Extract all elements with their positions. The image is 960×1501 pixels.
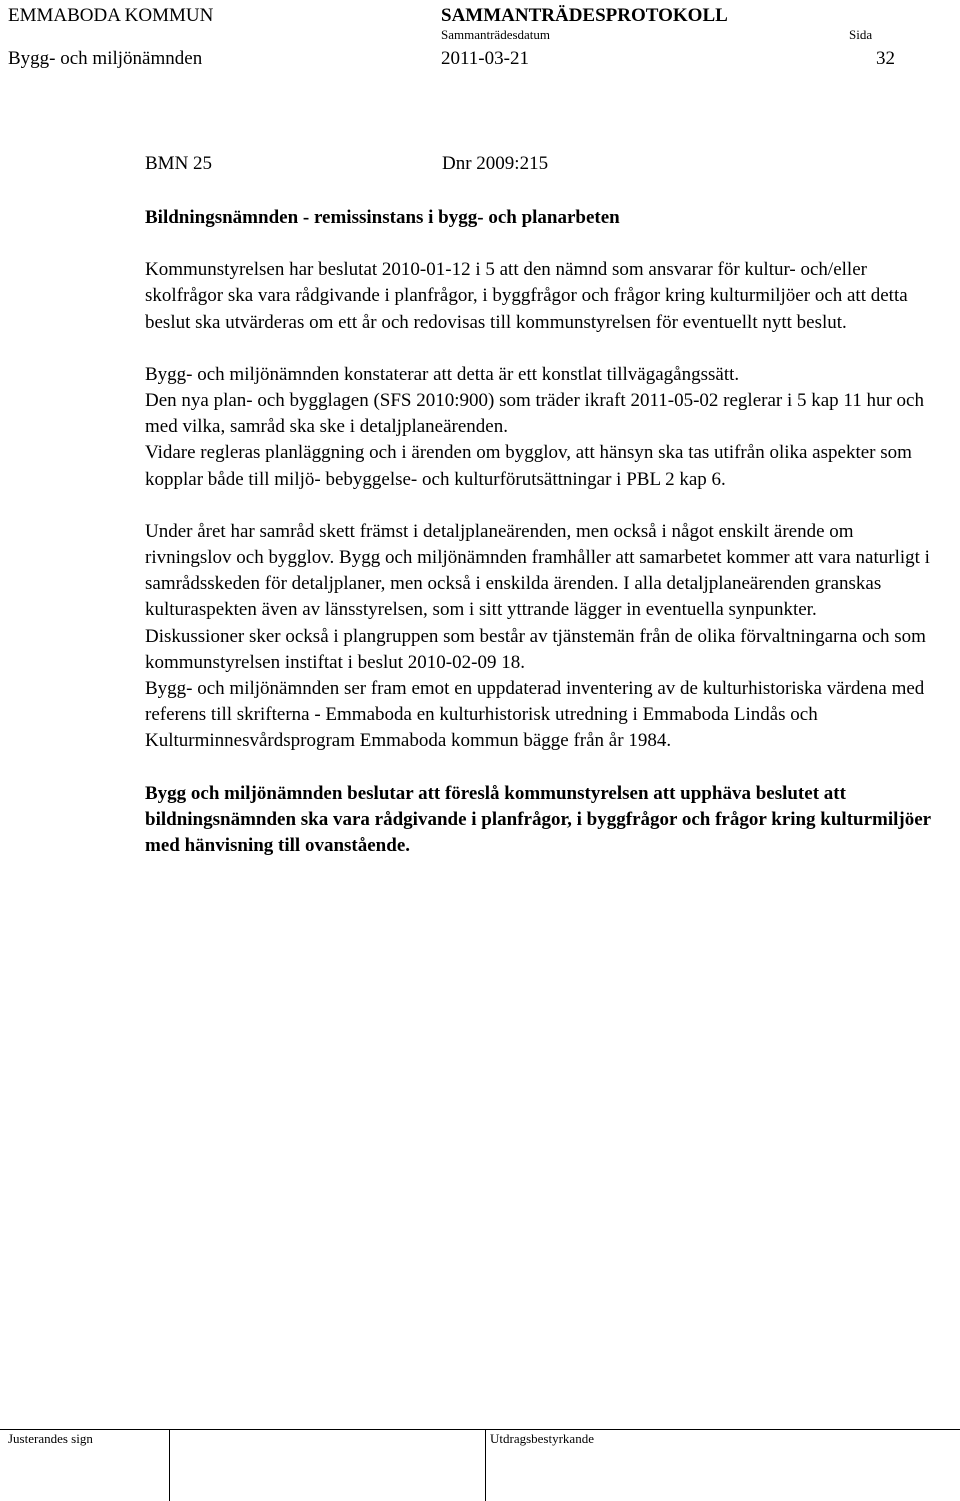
footer-divider bbox=[0, 1429, 960, 1430]
extract-certification-label: Utdragsbestyrkande bbox=[490, 1431, 594, 1446]
case-number: BMN 25 bbox=[145, 153, 213, 174]
footer-divider-vertical bbox=[169, 1429, 170, 1501]
decision-text: Bygg och miljönämnden beslutar att föreslå kommunstyrelsen att upphäva beslutet att bildningsnämnden ska vara rådgivande i planfrågor, i byggfrågor och frågor kring kulturmiljöer med hänvisning till ovanstående. bbox=[145, 782, 931, 857]
paragraph-planning-rules: Vidare regleras planläggning och i ärenden om bygglov, att hänsyn ska tas utifrån olika aspekter som kopplar både till miljö- bebyggelse- och kulturförutsättningar i PBL 2 kap 6. bbox=[145, 442, 912, 490]
paragraph-plan-group: Diskussioner sker också i plangruppen som består av tjänstemän från de olika förvaltningarna och som kommunstyrelsen instiftat i beslut 2010-02-09 18. bbox=[145, 625, 926, 673]
paragraph-statement: Bygg- och miljönämnden konstaterar att detta är ett konstlat tillvägagångssätt. bbox=[145, 363, 740, 385]
document-type: SAMMANTRÄDESPROTOKOLL bbox=[441, 5, 728, 26]
paragraph-background: Kommunstyrelsen har beslutat 2010-01-12 i 5 att den nämnd som ansvarar för kultur- och/eller skolfrågor ska vara rådgivande i planfrågor, i byggfrågor och frågor kring kulturmiljöer och att detta beslut ska utvärderas om ett år och redovisas till kommunstyrelsen för eventuellt nytt beslut. bbox=[145, 259, 908, 333]
paragraph-consultation: Under året har samråd skett främst i detaljplaneärenden, men också i något enskilt ärende om rivningslov och bygglov. Bygg och miljönämnden framhåller att samarbetet kommer att vara naturligt i samrådsskeden för detaljplaner, men också i enskilda ärenden. I alla detaljplaneärenden granskas kulturaspekten även av länsstyrelsen, som i sitt yttrande lägger in eventuella synpunkter. bbox=[145, 520, 930, 621]
page-label: Sida bbox=[849, 27, 873, 42]
committee-name: Bygg- och miljönämnden bbox=[8, 48, 203, 69]
case-title: Bildningsnämnden - remissinstans i bygg- och planarbeten bbox=[145, 207, 620, 228]
page-number: 32 bbox=[876, 48, 895, 69]
paragraph-inventory: Bygg- och miljönämnden ser fram emot en uppdaterad inventering av de kulturhistoriska värdena med referens till skrifterna - Emmaboda en kulturhistorisk utredning i Emmaboda Lindås och Kulturminnesvårdsprogram Emmaboda kommun bägge från år 1984. bbox=[145, 678, 925, 752]
document-body bbox=[145, 205, 935, 859]
organization-name: EMMABODA KOMMUN bbox=[8, 5, 214, 26]
meeting-date: 2011-03-21 bbox=[441, 48, 529, 69]
meeting-date-label: Sammanträdesdatum bbox=[441, 27, 551, 42]
diary-number: Dnr 2009:215 bbox=[442, 153, 549, 174]
signature-label: Justerandes sign bbox=[8, 1431, 93, 1446]
footer-divider-vertical bbox=[485, 1429, 486, 1501]
paragraph-pbl-law: Den nya plan- och bygglagen (SFS 2010:900) som träder ikraft 2011-05-02 reglerar i 5 kap 11 hur och med vilka, samråd ska ske i detaljplaneärenden. bbox=[145, 390, 924, 438]
